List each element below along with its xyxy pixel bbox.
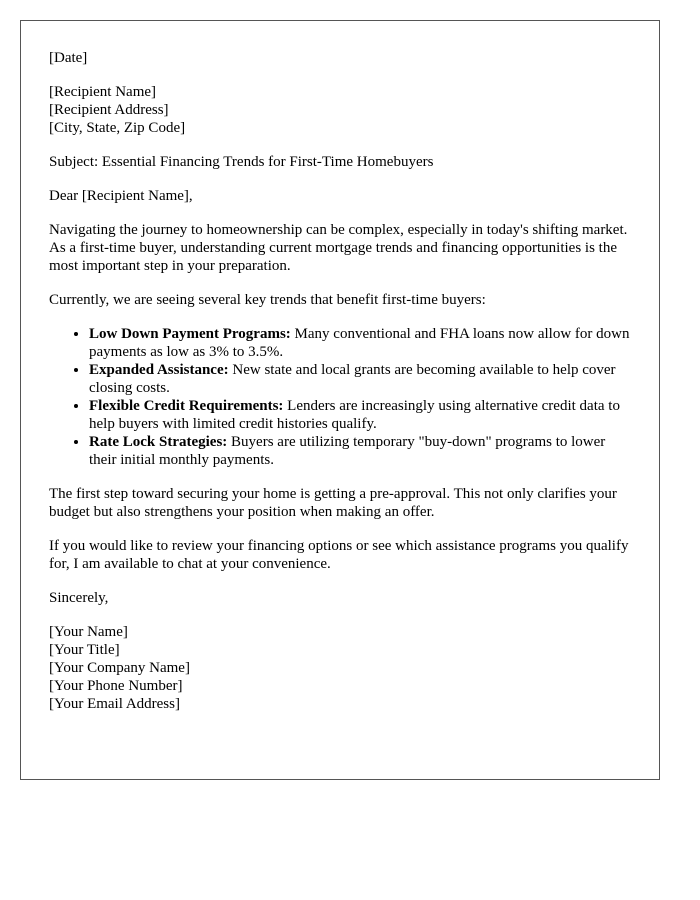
trend-title: Flexible Credit Requirements:	[89, 398, 284, 414]
signature-name: [Your Name]	[49, 624, 128, 640]
signature-phone: [Your Phone Number]	[49, 678, 183, 694]
signature-email: [Your Email Address]	[49, 696, 180, 712]
signature-block	[49, 623, 631, 713]
trends-list	[49, 325, 631, 469]
paragraph-closing: If you would like to review your financing options or see which assistance programs you qualify for, I am available to chat at your convenience.	[49, 538, 629, 572]
recipient-name: [Recipient Name]	[49, 84, 157, 100]
trend-text: Lenders are increasingly using alternative credit data to help buyers with limited credit histories qualify.	[89, 398, 620, 432]
trend-text: Buyers are utilizing temporary "buy-down" programs to lower their initial monthly payments.	[89, 434, 606, 468]
recipient-city-state-zip: [City, State, Zip Code]	[49, 120, 186, 136]
letter-date: [Date]	[49, 50, 88, 66]
trend-title: Low Down Payment Programs:	[89, 326, 291, 342]
recipient-block	[49, 83, 631, 137]
letter-page	[20, 20, 660, 780]
trend-item	[89, 397, 631, 433]
letter-salutation: Dear [Recipient Name],	[49, 188, 193, 204]
trend-title: Rate Lock Strategies:	[89, 434, 228, 450]
trend-text: Many conventional and FHA loans now allow for down payments as low as 3% to 3.5%.	[89, 326, 630, 360]
signature-title: [Your Title]	[49, 642, 120, 658]
signature-company: [Your Company Name]	[49, 660, 190, 676]
paragraph-intro: Navigating the journey to homeownership can be complex, especially in today's shifting market. As a first-time buyer, understanding current mortgage trends and financing opportunities is the most important step in your preparation.	[49, 222, 628, 274]
paragraph-trends-lead: Currently, we are seeing several key trends that benefit first-time buyers:	[49, 292, 486, 308]
letter-signoff: Sincerely,	[49, 590, 109, 606]
trend-item	[89, 325, 631, 361]
recipient-address: [Recipient Address]	[49, 102, 169, 118]
paragraph-preapproval: The first step toward securing your home is getting a pre-approval. This not only clarifies your budget but also strengthens your position when making an offer.	[49, 486, 617, 520]
trend-title: Expanded Assistance:	[89, 362, 229, 378]
letter-subject: Subject: Essential Financing Trends for First-Time Homebuyers	[49, 154, 434, 170]
trend-item	[89, 361, 631, 397]
trend-text: New state and local grants are becoming available to help cover closing costs.	[89, 362, 616, 396]
trend-item	[89, 433, 631, 469]
